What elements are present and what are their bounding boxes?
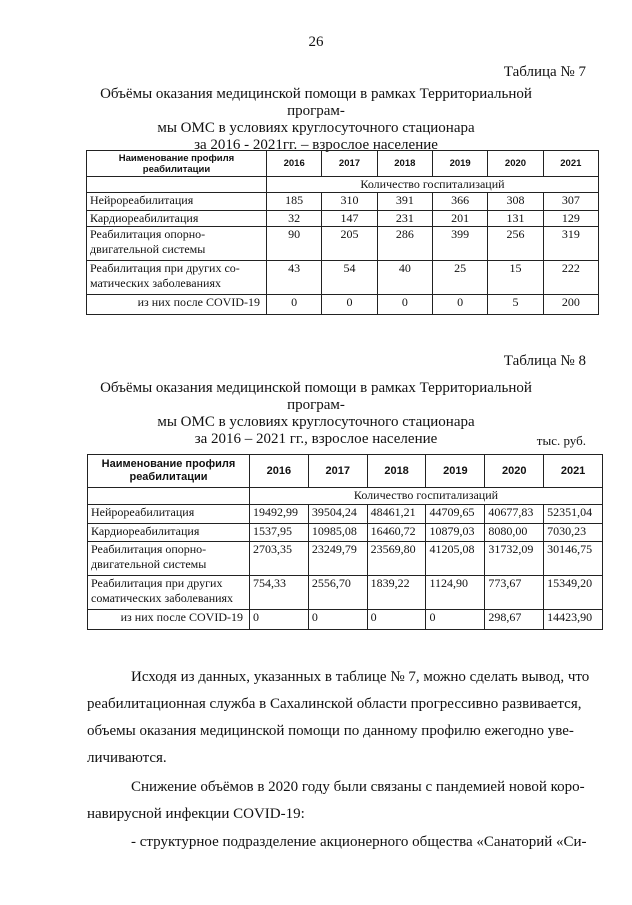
table7-header-name: Наименование профиля реабилитации (87, 151, 267, 177)
table-cell: 222 (543, 261, 598, 295)
table-cell: 10879,03 (426, 524, 485, 542)
table-cell: 0 (267, 295, 322, 315)
table7-title-line3: за 2016 - 2021гг. – взрослое население (194, 137, 438, 153)
table7-year: 2016 (267, 151, 322, 177)
table-cell: 773,67 (485, 576, 544, 610)
table-cell: 307 (543, 193, 598, 211)
table-row (88, 576, 603, 610)
table7-subheader: Количество госпитализаций (267, 177, 599, 193)
table7-row-name: Реабилитация опорно-двигательной системы (87, 227, 267, 261)
table8-year: 2016 (250, 455, 309, 488)
table8-title-line1: Объёмы оказания медицинской помощи в рамках Территориальной програм- (100, 380, 532, 413)
paragraph-line: Исходя из данных, указанных в таблице № 7, можно сделать вывод, что (131, 669, 590, 685)
table-cell: 205 (322, 227, 377, 261)
table-row (87, 227, 599, 261)
table-cell: 754,33 (250, 576, 309, 610)
table-cell: 0 (432, 295, 487, 315)
table-row (88, 610, 603, 630)
table-cell: 48461,21 (367, 505, 426, 524)
table-cell: 23249,79 (308, 542, 367, 576)
table-cell: 201 (432, 211, 487, 227)
table-cell: 0 (377, 295, 432, 315)
table-cell: 31732,09 (485, 542, 544, 576)
table-cell: 298,67 (485, 610, 544, 630)
table-cell: 15349,20 (544, 576, 603, 610)
table-cell: 256 (488, 227, 543, 261)
table8-year: 2020 (485, 455, 544, 488)
table8-year: 2018 (367, 455, 426, 488)
table-cell: 32 (267, 211, 322, 227)
table-cell: 185 (267, 193, 322, 211)
table-cell: 19492,99 (250, 505, 309, 524)
table7-header-row (87, 151, 599, 177)
table-cell: 0 (426, 610, 485, 630)
table-cell: 308 (488, 193, 543, 211)
paragraph-2 (87, 774, 603, 828)
paragraph-line: Снижение объёмов в 2020 году были связаны с пандемией новой коро- (131, 779, 585, 795)
table-cell: 7030,23 (544, 524, 603, 542)
table-cell: 14423,90 (544, 610, 603, 630)
table8-title (76, 380, 556, 448)
table8-title-line2: мы ОМС в условиях круглосуточного стационара (157, 414, 475, 430)
table7-title-line1: Объёмы оказания медицинской помощи в рамках Территориальной програм- (100, 86, 532, 119)
table-cell: 90 (267, 227, 322, 261)
table-cell: 319 (543, 227, 598, 261)
table7-row-name: Нейрореабилитация (87, 193, 267, 211)
table8-row-name: Реабилитация при других соматических заболеваниях (88, 576, 250, 610)
table-row (88, 505, 603, 524)
table-cell: 399 (432, 227, 487, 261)
table7-row-name: Кардиореабилитация (87, 211, 267, 227)
table-cell: 8080,00 (485, 524, 544, 542)
table-cell: 0 (250, 610, 309, 630)
paragraph-line: личиваются. (87, 750, 167, 766)
table7-year: 2018 (377, 151, 432, 177)
table-cell: 147 (322, 211, 377, 227)
table8-year: 2017 (308, 455, 367, 488)
table-cell: 10985,08 (308, 524, 367, 542)
table-cell: 41205,08 (426, 542, 485, 576)
table8-units: тыс. руб. (536, 433, 586, 448)
table8-year: 2021 (544, 455, 603, 488)
table-cell: 52351,04 (544, 505, 603, 524)
table-cell: 0 (308, 610, 367, 630)
table7-year: 2021 (543, 151, 598, 177)
paragraph-line: - структурное подразделение акционерного общества «Санаторий «Си- (131, 834, 587, 850)
table8-year: 2019 (426, 455, 485, 488)
table7 (86, 150, 599, 315)
table-row (87, 295, 599, 315)
table-cell: 200 (543, 295, 598, 315)
table-row (87, 261, 599, 295)
table7-year: 2017 (322, 151, 377, 177)
table7-title (76, 86, 556, 154)
table8-row-name: Кардиореабилитация (88, 524, 250, 542)
table7-empty-cell (87, 177, 267, 193)
table-cell: 2556,70 (308, 576, 367, 610)
table-cell: 25 (432, 261, 487, 295)
table-cell: 131 (488, 211, 543, 227)
table-cell: 16460,72 (367, 524, 426, 542)
table-cell: 54 (322, 261, 377, 295)
table8-row-name: Нейрореабилитация (88, 505, 250, 524)
table-cell: 39504,24 (308, 505, 367, 524)
table7-row-name: из них после COVID-19 (87, 295, 267, 315)
page-number: 26 (308, 34, 324, 50)
table-cell: 40 (377, 261, 432, 295)
table-cell: 2703,35 (250, 542, 309, 576)
table-cell: 129 (543, 211, 598, 227)
table-cell: 23569,80 (367, 542, 426, 576)
table-row (88, 524, 603, 542)
table8-subheader: Количество госпитализаций (250, 488, 603, 505)
table-row (87, 193, 599, 211)
table-cell: 286 (377, 227, 432, 261)
table-row (87, 211, 599, 227)
table-cell: 391 (377, 193, 432, 211)
table-cell: 0 (322, 295, 377, 315)
table8-label: Таблица № 8 (503, 353, 586, 369)
table-cell: 40677,83 (485, 505, 544, 524)
table-row (88, 542, 603, 576)
table-cell: 1537,95 (250, 524, 309, 542)
paragraph-line: объемы оказания медицинской помощи по данному профилю ежегодно уве- (87, 723, 574, 739)
table-cell: 366 (432, 193, 487, 211)
table8 (87, 454, 603, 630)
table-cell: 44709,65 (426, 505, 485, 524)
table8-header-name: Наименование профиля реабилитации (88, 455, 250, 488)
paragraph-line: реабилитационная служба в Сахалинской области прогрессивно развивается, (87, 696, 582, 712)
table7-label: Таблица № 7 (503, 64, 586, 80)
table-cell: 1839,22 (367, 576, 426, 610)
table-cell: 30146,75 (544, 542, 603, 576)
table8-row-name: Реабилитация опорно-двигательной системы (88, 542, 250, 576)
table7-row-name: Реабилитация при других со-матических заболеваниях (87, 261, 267, 295)
table8-empty-cell (88, 488, 250, 505)
table-cell: 310 (322, 193, 377, 211)
table-cell: 5 (488, 295, 543, 315)
table8-row-name: из них после COVID-19 (88, 610, 250, 630)
table7-title-line2: мы ОМС в условиях круглосуточного стационара (157, 120, 475, 136)
paragraph-line: навирусной инфекции COVID-19: (87, 806, 305, 822)
table7-year: 2019 (432, 151, 487, 177)
paragraph-3 (87, 829, 603, 856)
paragraph-1 (87, 664, 603, 772)
table-cell: 15 (488, 261, 543, 295)
table8-title-line3: за 2016 – 2021 гг., взрослое население (194, 431, 438, 447)
table-cell: 1124,90 (426, 576, 485, 610)
table-cell: 0 (367, 610, 426, 630)
table7-year: 2020 (488, 151, 543, 177)
table8-header-row (88, 455, 603, 488)
table-cell: 43 (267, 261, 322, 295)
table-cell: 231 (377, 211, 432, 227)
